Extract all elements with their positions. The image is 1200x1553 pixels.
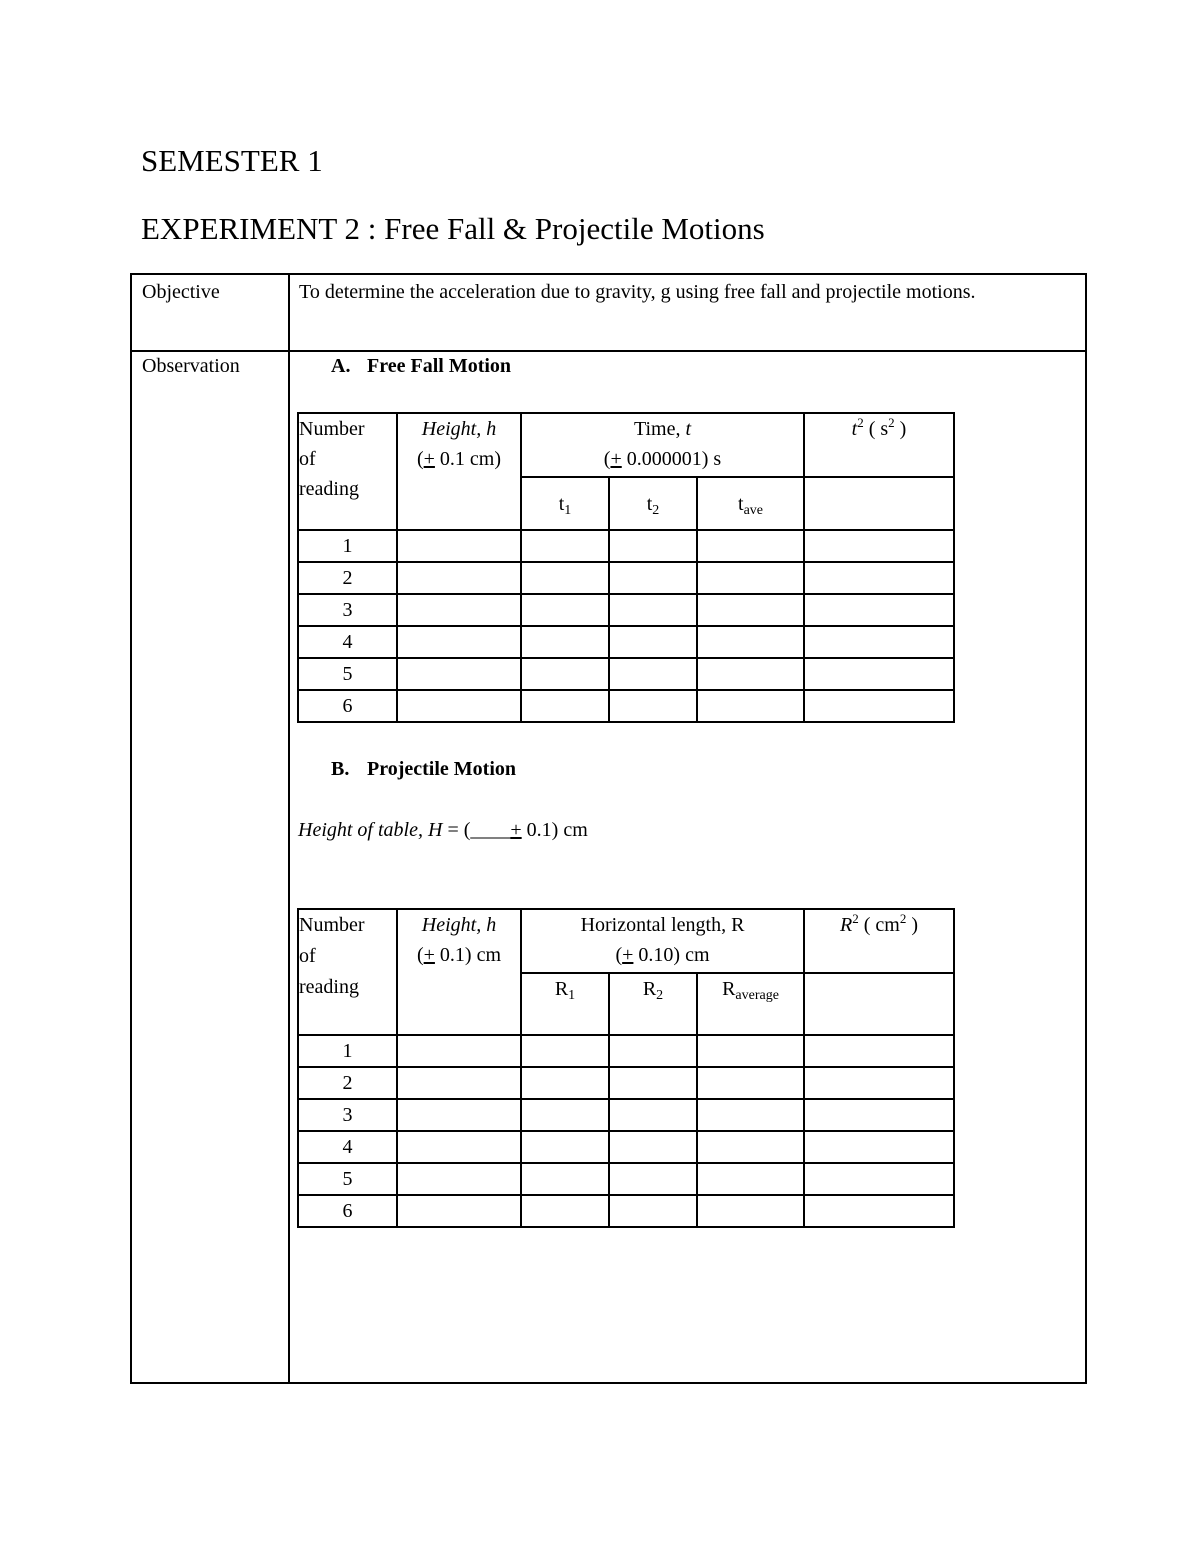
row-number: 5 — [298, 658, 397, 690]
section-b-title: Projectile Motion — [367, 758, 517, 780]
entry-cell[interactable] — [397, 594, 521, 626]
empty-cell — [804, 477, 954, 530]
row-number: 6 — [298, 690, 397, 722]
height-unc-rest: 0.1) cm — [434, 944, 502, 966]
entry-cell[interactable] — [804, 626, 954, 658]
time-header — [521, 413, 804, 477]
section-b-letter: B. — [331, 758, 350, 780]
row-number: 6 — [298, 1195, 397, 1227]
entry-cell[interactable] — [397, 1195, 521, 1227]
entry-cell[interactable] — [697, 1131, 804, 1163]
frame-column-divider — [288, 275, 290, 1382]
r2-header — [609, 973, 697, 1035]
entry-cell[interactable] — [609, 1035, 697, 1067]
entry-cell[interactable] — [397, 530, 521, 562]
of-label: of — [299, 945, 316, 967]
height-name: Height, h — [421, 418, 497, 440]
horizontal-unc-rest: 0.10) cm — [633, 944, 710, 966]
reading-label: reading — [299, 478, 359, 500]
row-number: 5 — [298, 1163, 397, 1195]
entry-cell[interactable] — [521, 1131, 609, 1163]
t2-unit-close: ) — [894, 418, 907, 440]
entry-cell[interactable] — [521, 562, 609, 594]
plus-minus-sign: + — [610, 448, 622, 470]
objective-text: To determine the acceleration due to gravity, g using free fall and projectile motions. — [299, 281, 976, 303]
table-height-equals: = ( — [442, 819, 471, 841]
height-header — [397, 909, 521, 1035]
r1-subscript: 1 — [568, 988, 576, 1003]
plus-minus-sign: + — [622, 944, 634, 966]
t2-subscript: 2 — [652, 502, 660, 518]
entry-cell[interactable] — [609, 594, 697, 626]
plus-minus-sign: + — [423, 944, 435, 966]
r-exponent: 2 — [852, 911, 859, 926]
entry-cell[interactable] — [804, 1067, 954, 1099]
horizontal-length-name: Horizontal length, R — [580, 914, 745, 936]
entry-cell[interactable] — [804, 1099, 954, 1131]
entry-cell[interactable] — [804, 658, 954, 690]
section-a-title: Free Fall Motion — [367, 355, 512, 377]
row-number: 3 — [298, 1099, 397, 1131]
table-row — [298, 626, 954, 658]
entry-cell[interactable] — [521, 690, 609, 722]
table-row — [298, 530, 954, 562]
r2-unit-exponent: 2 — [899, 911, 907, 926]
table-height-blank[interactable]: ____ — [470, 819, 511, 841]
table-row — [298, 690, 954, 722]
reading-label: reading — [299, 976, 359, 998]
t1-header — [521, 477, 609, 530]
t1-base: t — [558, 492, 565, 515]
entry-cell[interactable] — [609, 658, 697, 690]
table-row — [298, 1067, 954, 1099]
entry-cell[interactable] — [697, 530, 804, 562]
entry-cell[interactable] — [397, 1099, 521, 1131]
tave-header — [697, 477, 804, 530]
t1-subscript: 1 — [564, 502, 572, 518]
entry-cell[interactable] — [521, 594, 609, 626]
height-unc-rest: 0.1 cm) — [434, 448, 502, 470]
raverage-header — [697, 973, 804, 1035]
entry-cell[interactable] — [609, 690, 697, 722]
entry-cell[interactable] — [609, 1099, 697, 1131]
row-number: 4 — [298, 626, 397, 658]
raverage-base: R — [722, 978, 736, 1000]
projectile-table — [297, 908, 955, 1228]
experiment-title: EXPERIMENT 2 : Free Fall & Projectile Motions — [141, 211, 765, 246]
entry-cell[interactable] — [521, 626, 609, 658]
height-name: Height, h — [421, 914, 497, 936]
table-height-rest: 0.1) cm — [521, 819, 588, 841]
row-number: 1 — [298, 1035, 397, 1067]
entry-cell[interactable] — [804, 594, 954, 626]
plus-minus-sign: + — [510, 819, 522, 841]
horizontal-length-header — [521, 909, 804, 973]
table-height-label: Height of table, H — [298, 819, 443, 841]
table-row — [298, 562, 954, 594]
entry-cell[interactable] — [697, 1099, 804, 1131]
entry-cell[interactable] — [609, 530, 697, 562]
r2-subscript: 2 — [656, 988, 664, 1003]
raverage-subscript: average — [735, 988, 779, 1003]
empty-cell — [804, 973, 954, 1035]
entry-cell[interactable] — [804, 690, 954, 722]
entry-cell[interactable] — [697, 1035, 804, 1067]
objective-label: Objective — [142, 281, 220, 303]
plus-minus-sign: + — [423, 448, 435, 470]
entry-cell[interactable] — [697, 658, 804, 690]
entry-cell[interactable] — [804, 1163, 954, 1195]
time-variable: t — [685, 418, 692, 440]
t-exponent: 2 — [857, 415, 864, 430]
r2-base: R — [642, 978, 657, 1000]
table-row — [298, 1099, 954, 1131]
table-row — [298, 1035, 954, 1067]
tave-subscript: ave — [743, 502, 763, 518]
row-number: 4 — [298, 1131, 397, 1163]
time-name: Time, — [633, 418, 686, 440]
table-height-line — [298, 816, 588, 844]
tave-base: t — [738, 492, 744, 515]
height-unc-open: ( — [416, 448, 424, 470]
section-a-letter: A. — [331, 355, 351, 377]
t2-base: t — [646, 492, 653, 515]
entry-cell[interactable] — [697, 690, 804, 722]
entry-cell[interactable] — [697, 1163, 804, 1195]
table-row — [298, 594, 954, 626]
entry-cell[interactable] — [397, 1163, 521, 1195]
entry-cell[interactable] — [521, 1163, 609, 1195]
height-header — [397, 413, 521, 530]
entry-cell[interactable] — [521, 1099, 609, 1131]
table-row — [298, 1163, 954, 1195]
entry-cell[interactable] — [397, 562, 521, 594]
entry-cell[interactable] — [697, 1195, 804, 1227]
r2-unit-close: ) — [906, 914, 918, 936]
entry-cell[interactable] — [397, 626, 521, 658]
entry-cell[interactable] — [804, 1195, 954, 1227]
entry-cell[interactable] — [804, 1035, 954, 1067]
entry-cell[interactable] — [804, 530, 954, 562]
t-squared-header — [804, 413, 954, 477]
t2-unit-open: ( s — [863, 418, 889, 440]
observation-label: Observation — [142, 355, 240, 377]
r2-unit-open: ( cm — [858, 914, 900, 936]
row-number: 3 — [298, 594, 397, 626]
number-of-reading-header — [298, 413, 397, 530]
semester-heading: SEMESTER 1 — [141, 143, 323, 178]
row-number: 2 — [298, 562, 397, 594]
table-row — [298, 1195, 954, 1227]
entry-cell[interactable] — [397, 658, 521, 690]
number-label: Number — [299, 914, 365, 936]
time-unc-open: ( — [603, 448, 611, 470]
row-number: 1 — [298, 530, 397, 562]
frame-row-divider — [132, 350, 1085, 352]
entry-cell[interactable] — [697, 562, 804, 594]
number-label: Number — [299, 418, 365, 440]
table-row — [298, 1131, 954, 1163]
entry-cell[interactable] — [397, 1067, 521, 1099]
r-squared-header — [804, 909, 954, 973]
entry-cell[interactable] — [804, 562, 954, 594]
entry-cell[interactable] — [804, 1131, 954, 1163]
entry-cell[interactable] — [521, 1035, 609, 1067]
entry-cell[interactable] — [609, 1067, 697, 1099]
entry-cell[interactable] — [609, 562, 697, 594]
section-a-heading — [331, 352, 511, 380]
entry-cell[interactable] — [521, 1067, 609, 1099]
time-unc-rest: 0.000001) s — [621, 448, 722, 470]
entry-cell[interactable] — [397, 1035, 521, 1067]
of-label: of — [299, 448, 316, 470]
t-variable: t — [851, 418, 858, 440]
entry-cell[interactable] — [397, 1131, 521, 1163]
entry-cell[interactable] — [521, 658, 609, 690]
number-of-reading-header — [298, 909, 397, 1035]
row-number: 2 — [298, 1067, 397, 1099]
table-row — [298, 658, 954, 690]
entry-cell[interactable] — [609, 1163, 697, 1195]
entry-cell[interactable] — [609, 1195, 697, 1227]
entry-cell[interactable] — [521, 1195, 609, 1227]
r1-base: R — [554, 978, 569, 1000]
entry-cell[interactable] — [697, 594, 804, 626]
entry-cell[interactable] — [397, 690, 521, 722]
entry-cell[interactable] — [697, 626, 804, 658]
r1-header — [521, 973, 609, 1035]
free-fall-table — [297, 412, 955, 723]
t2-header — [609, 477, 697, 530]
entry-cell[interactable] — [609, 626, 697, 658]
height-unc-open: ( — [416, 944, 424, 966]
r-variable: R — [840, 914, 853, 936]
entry-cell[interactable] — [697, 1067, 804, 1099]
t2-unit-exponent: 2 — [888, 415, 895, 430]
horizontal-unc-open: ( — [615, 944, 623, 966]
entry-cell[interactable] — [609, 1131, 697, 1163]
entry-cell[interactable] — [521, 530, 609, 562]
section-b-heading — [331, 755, 516, 783]
